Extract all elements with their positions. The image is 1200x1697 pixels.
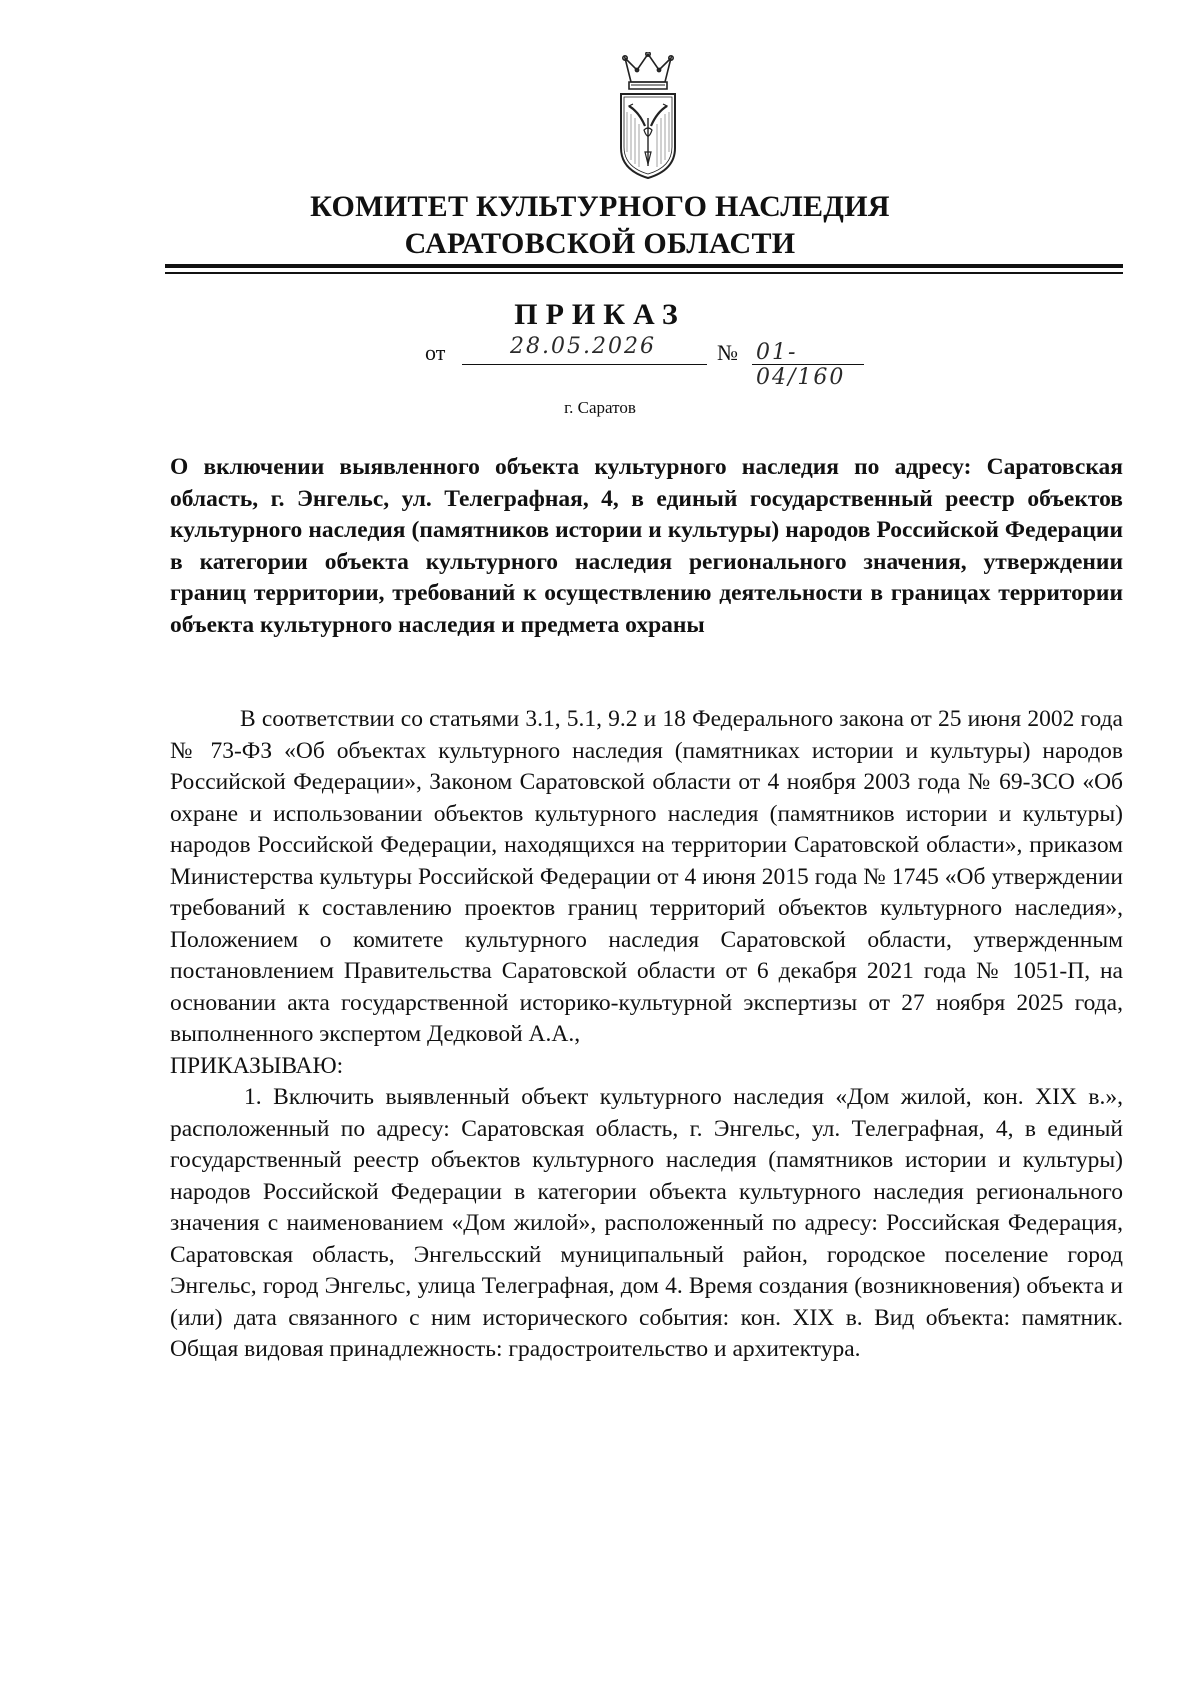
- date-prefix: от: [425, 340, 446, 365]
- city-name: г. Саратов: [564, 398, 636, 417]
- header-divider-thick: [165, 264, 1123, 268]
- organization-name-line1: КОМИТЕТ КУЛЬТУРНОГО НАСЛЕДИЯ: [310, 190, 890, 223]
- preamble-paragraph: В соответствии со статьями 3.1, 5.1, 9.2 и 18 Федерального закона от 25 июня 2002 года № 73-ФЗ «Об объектах культурного наследия (памятниках истории и культуры) народов Российской Федерации», Законом Саратовской области от 4 ноября 2003 года № 69-ЗСО «Об охране и использовании объектов культурного наследия (памятников истории и культуры) народов Российской Федерации, находящихся на территории Саратовской области», приказом Министерства культуры Российской Федерации от 4 июня 2015 года № 1745 «Об утверждении требований к составлению проектов границ территорий объектов культурного наследия», Положением о комитете культурного наследия Саратовской области, утвержденным постановлением Правительства Саратовской области от 6 декабря 2021 года № 1051-П, на основании акта государственной историко-культурной экспертизы от 27 ноября 2025 года, выполненного экспертом Дедковой А.А.,: [170, 706, 1123, 1047]
- date-field: [462, 336, 707, 365]
- order-word: ПРИКАЗЫВАЮ:: [170, 1052, 344, 1079]
- number-prefix: №: [717, 340, 738, 365]
- number-field: [752, 336, 864, 390]
- document-type-title: ПРИКАЗ: [514, 298, 686, 331]
- organization-name-line2: САРАТОВСКОЙ ОБЛАСТИ: [404, 227, 796, 260]
- order-item-1: 1. Включить выявленный объект культурного наследия «Дом жилой, кон. XIX в.», расположенный по адресу: Саратовская область, г. Энгельс, ул. Телеграфная, 4, в единый государственный реестр объектов культурного наследия (памятников истории и культуры) народов Российской Федерации в категории объекта культурного наследия регионального значения с наименованием «Дом жилой», расположенный по адресу: Российская Федерация, Саратовская область, Энгельсский муниципальный район, городское поселение город Энгельс, город Энгельс, улица Телеграфная, дом 4. Время создания (возникновения) объекта и (или) дата связанного с ним исторического события: кон. XIX в. Вид объекта: памятник. Общая видовая принадлежность: градостроительство и архитектура.: [170, 1084, 1123, 1362]
- handwritten-number: 01-04/160: [756, 340, 846, 390]
- document-subject: О включении выявленного объекта культурного наследия по адресу: Саратовская область, г. Энгельс, ул. Телеграфная, 4, в единый государственный реестр объектов культурного наследия (памятников истории и культуры) народов Российской Федерации в категории объекта культурного наследия регионального значения, утверждении границ территории, требований к осуществлению деятельности в границах территории объекта культурного наследия и предмета охраны: [170, 454, 1123, 638]
- saratov-coat-of-arms-icon: [615, 52, 681, 182]
- handwritten-date: 28.05.2026: [510, 334, 656, 359]
- header-divider-thin: [165, 272, 1123, 274]
- document-body: [170, 704, 1123, 1366]
